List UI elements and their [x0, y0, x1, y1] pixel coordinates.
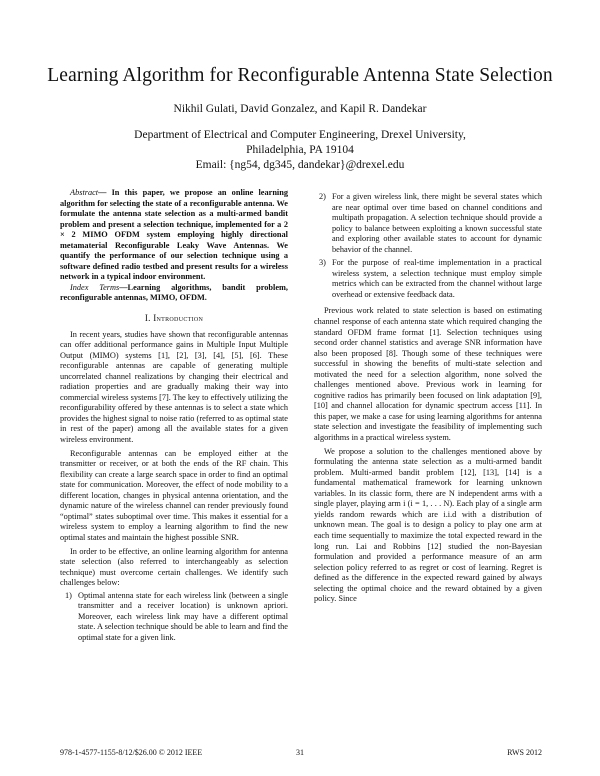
abstract [60, 188, 288, 283]
list-number: 1) [65, 590, 72, 600]
list-item [314, 192, 542, 255]
challenge-list-continued [314, 192, 542, 300]
paragraph: We propose a solution to the challenges mentioned above by formulating the antenna state selection as a multi-armed bandit problem. Multi-armed bandit problem [12], [13], [14] is a fundamental mathematical framework for learning unknown variables. In its classic form, there are N independent arms with a single player, playing arm i (i = 1, . . . N). Each play of a single arm yields random rewards which are i.i.d with a distribution of unknown mean. The goal is to design a policy to play one arm at each time sequentially to maximize the total expected reward in the long run. Lai and Robbins [12] studied the non-Bayesian formulation and provided a performance measure of an arm selection policy referred to as regret or cost of learning. Regret is defined as the difference in the expected reward gained by always selecting the optimal choice and the reward obtained by a given policy. Since [314, 446, 542, 604]
paragraph: Previous work related to state selection is based on estimating channel response of each antenna state which required changing the standard OFDM frame format [1]. Selection techniques using second order channel statistics and average SNR information have also been proposed [8]. Though some of these techniques were successful in showing the benefits of multi-state selection and motivated the need for a selection algorithm, none solved the challenges mentioned above. Previous work in learning for cognitive radios has primarily been focused on link adaptation [9], [10] and channel allocation for dynamic spectrum access [11]. In this paper, we make a case for using learning algorithms for antenna state selection and investigate the feasibility of implementing such algorithms in a practical wireless system. [314, 306, 542, 443]
paragraph: In recent years, studies have shown that reconfigurable antennas can offer additional performance gains in Multiple Input Multiple Output (MIMO) systems [1], [2], [3], [4], [5], [6]. These reconfigurable antennas are capable of generating multiple uncorrelated channel realizations by changing their electrical and radiation properties and are gradually making their way into commercial wireless systems [7]. The key to effectively utilizing the reconfigurability offered by these antennas is to select a state which provides the highest signal to noise ratio (referred to as optimal state in rest of the paper) among all the available states for a given wireless environment. [60, 329, 288, 445]
list-number: 3) [319, 258, 326, 268]
list-number: 2) [319, 192, 326, 201]
right-column [314, 192, 542, 605]
list-item [60, 591, 288, 644]
index-terms [60, 283, 288, 304]
abstract-text: — In this paper, we propose an online learning algorithm for selecting the state of a reconfigurable antenna. We formulate the antenna state selection as a multi-armed bandit problem and present a selection technique, implemented for a 2 × 2 MIMO OFDM system employing highly directional metamaterial Reconfigurable Leaky Wave Antennas. We quantify the performance of our selection technique using a software defined radio testbed and present results for a wireless network in a typical indoor environment. [60, 188, 288, 282]
affiliation-email: Email: {ng54, dg345, dandekar}@drexel.edu [195, 159, 405, 171]
paragraph: Reconfigurable antennas can be employed either at the transmitter or receiver, or at both the ends of the RF chain. This flexibility can create a large search space in order to find an optimal state for communication. Moreover, the effect of node mobility to a different location, changes in physical antenna orientation, and the dynamic nature of the wireless channel can render previously found “optimal” states suboptimal over time. This makes it essential for a wireless system to employ a learning algorithm to find the new optimal states and maintain the highest possible SNR. [60, 448, 288, 542]
section-heading-introduction: I. Introduction [144, 313, 204, 324]
footer-page-number: 31 [296, 748, 304, 757]
list-item [314, 258, 542, 300]
list-text: For the purpose of real-time implementation in a practical wireless system, a selection technique must employ simple metrics which can be extracted from the channel without large overhead or extensive feedback data. [332, 258, 542, 299]
footer-copyright: 978-1-4577-1155-8/12/$26.00 © 2012 IEEE [60, 748, 203, 757]
challenge-list [60, 591, 288, 644]
abstract-lead: Abstract [70, 188, 99, 197]
index-terms-text: —Learning algorithms, bandit problem, reconfigurable antennas, MIMO, OFDM. [60, 282, 288, 303]
affiliation-line-2: Philadelphia, PA 19104 [246, 144, 354, 156]
author-list: Nikhil Gulati, David Gonzalez, and Kapil R. Dandekar [173, 103, 427, 115]
list-text: Optimal antenna state for each wireless link (between a single transmitter and a receiver location) is unknown apriori. Moreover, each wireless link may have a different optimal state. A selection technique should be able to learn and find the optimal state for a given link. [78, 590, 288, 642]
affiliation-line-1: Department of Electrical and Computer Engineering, Drexel University, [134, 129, 466, 141]
list-text: For a given wireless link, there might be several states which are near optimal over time based on channel conditions and multipath propagation. A selection technique should provide a policy to balance between exploiting a known successful state and exploring other available states to account for dynamic behavior of the channel. [332, 192, 542, 254]
index-terms-lead: Index Terms [70, 282, 120, 292]
affiliation-block [0, 128, 600, 173]
paragraph: In order to be effective, an online learning algorithm for antenna state selection (also referred to interchangeably as selection technique) must overcome certain challenges. We identify such challenges below: [60, 546, 288, 588]
footer-venue: RWS 2012 [507, 748, 542, 757]
paper-title: Learning Algorithm for Reconfigurable Antenna State Selection [47, 65, 553, 86]
left-column [60, 188, 288, 646]
